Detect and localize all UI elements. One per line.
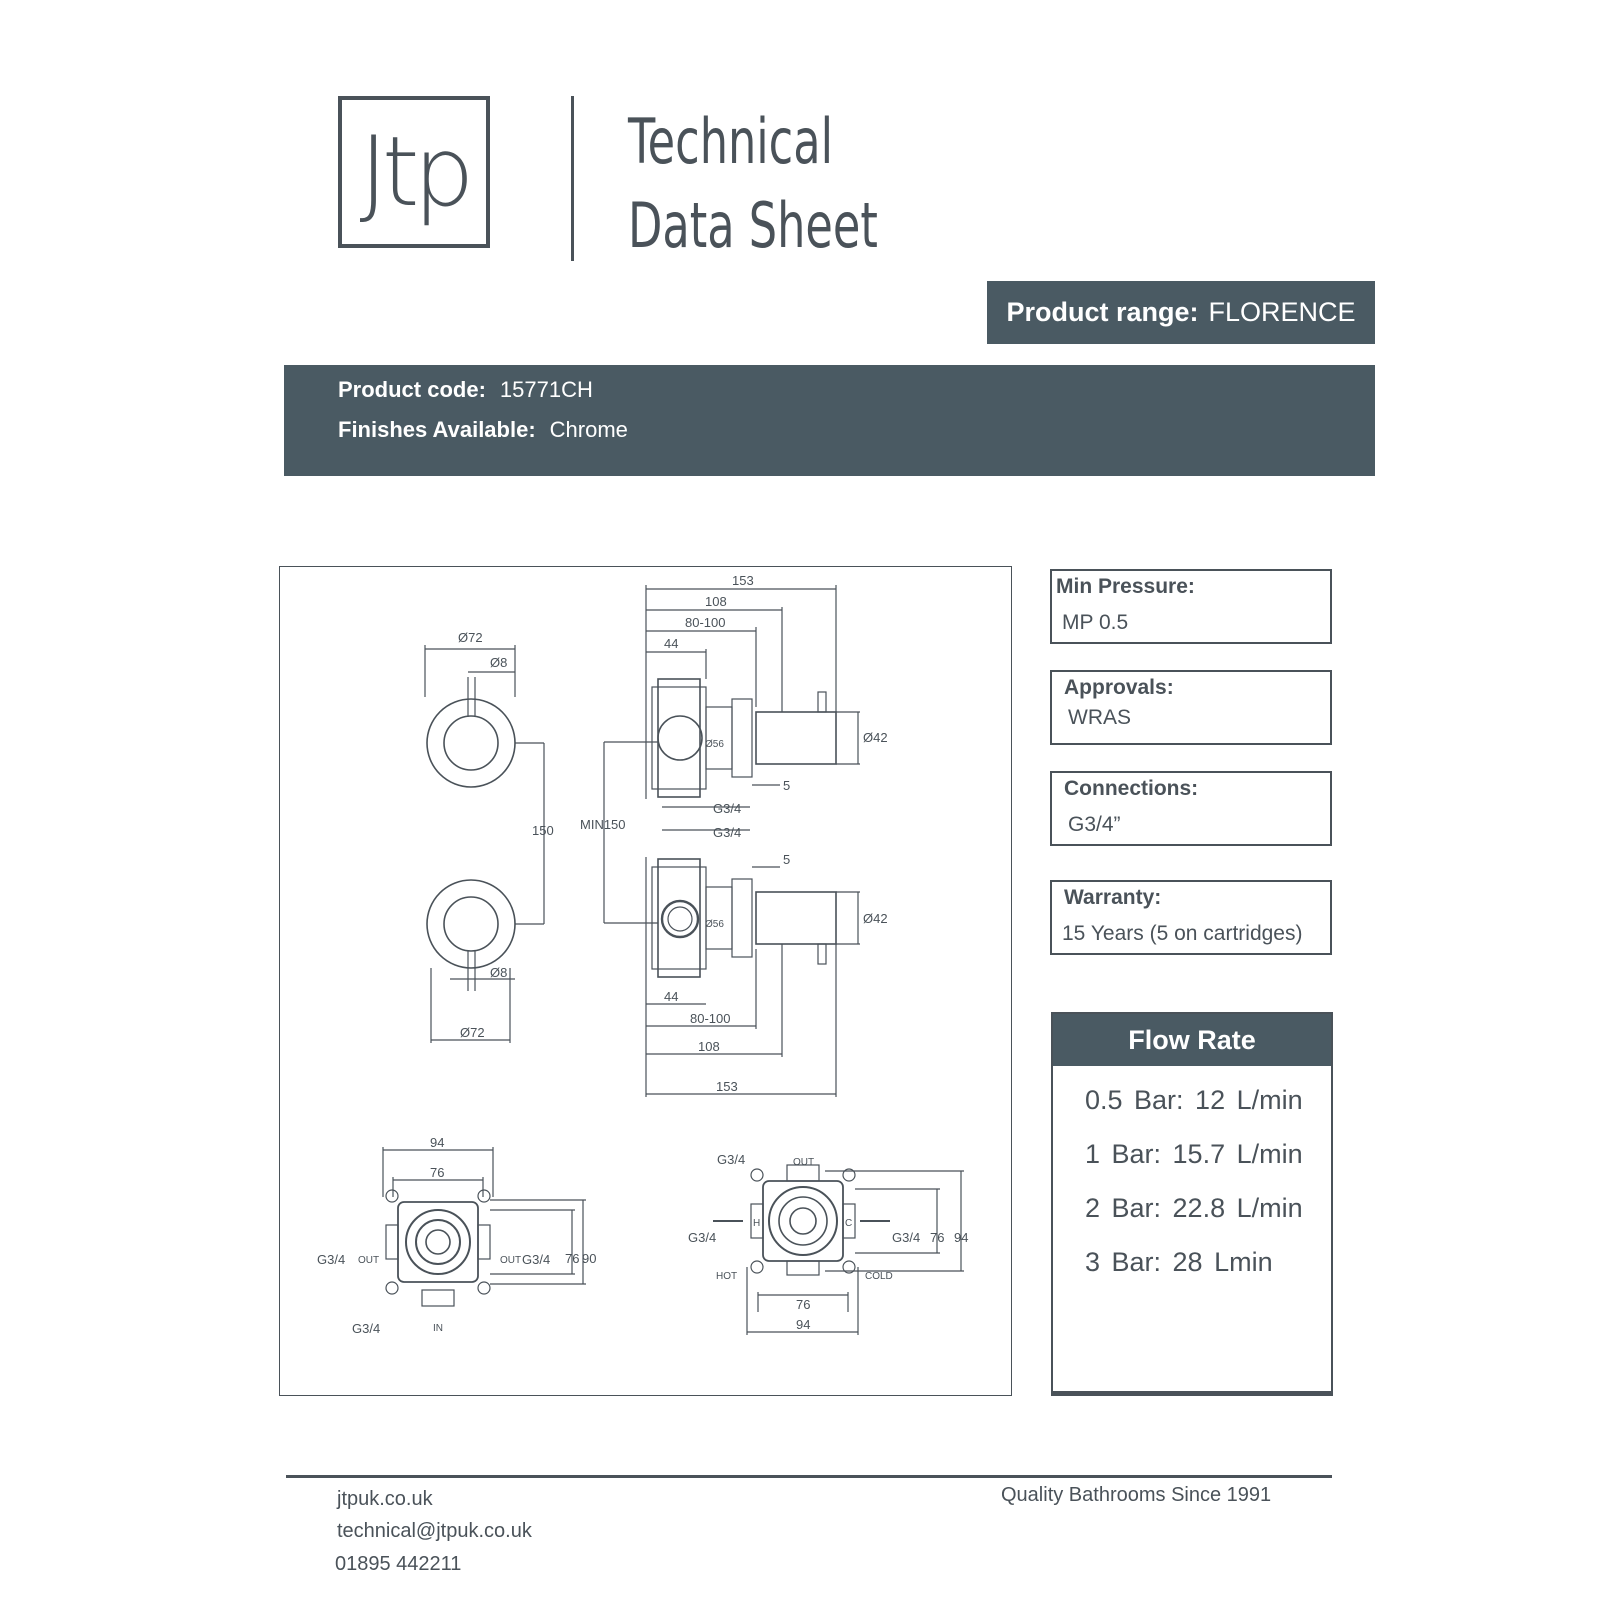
product-code-label: Product code: xyxy=(338,377,486,402)
dim-valve-left-width-inner: 76 xyxy=(430,1165,445,1180)
product-range-value: FLORENCE xyxy=(1208,297,1356,327)
valve-plate-top xyxy=(732,699,752,777)
valve-left-ear xyxy=(386,1190,398,1202)
valve-plate-bottom xyxy=(732,879,752,957)
dim-valve-right-hot: HOT xyxy=(716,1271,738,1282)
page-title xyxy=(628,100,878,268)
dim-front-dia-top: Ø72 xyxy=(458,630,483,645)
valve-right-port-bottom xyxy=(787,1261,819,1275)
dim-side-body-top: 108 xyxy=(705,594,727,609)
spec-value: G3/4” xyxy=(1068,813,1121,836)
valve-right-mid xyxy=(779,1197,827,1245)
front-view xyxy=(425,645,544,1043)
flow-rate-item: 2 Bar: 22.8 L/min xyxy=(1085,1193,1303,1223)
valve-bore-bottom-inner xyxy=(668,907,692,931)
dim-side-bore-top: Ø56 xyxy=(705,739,724,750)
dim-side-depth-bottom: 80-100 xyxy=(690,1011,731,1026)
dim-side-conn-top: G3/4 xyxy=(713,801,742,816)
dim-front-pin-top: Ø8 xyxy=(490,655,508,670)
valve-right-inner xyxy=(790,1208,816,1234)
dim-side-handle-bottom: Ø42 xyxy=(863,911,888,926)
valve-body-top xyxy=(658,679,700,797)
footer-phone[interactable]: 01895 442211 xyxy=(335,1553,462,1575)
dim-front-pin-bottom: Ø8 xyxy=(490,965,508,980)
dim-side-plate-top: 5 xyxy=(783,778,791,793)
finishes-row xyxy=(338,417,628,443)
dim-side-handle-top: Ø42 xyxy=(863,730,888,745)
dim-valve-left-out-right: OUT xyxy=(500,1255,522,1266)
valve-neck-bottom xyxy=(706,887,732,949)
technical-drawing xyxy=(279,566,1012,1396)
dim-valve-right-width-outer: 94 xyxy=(796,1317,811,1332)
valve-right-ear xyxy=(751,1261,763,1273)
dim-valve-right-conn-top: G3/4 xyxy=(717,1152,746,1167)
spec-label: Warranty: xyxy=(1064,886,1162,909)
rose-top-outer xyxy=(427,699,515,787)
valve-left-mid xyxy=(416,1220,460,1264)
valve-left-ear xyxy=(478,1190,490,1202)
dim-valve-right-height-outer: 94 xyxy=(954,1230,969,1245)
product-code-row xyxy=(338,377,593,403)
header-divider xyxy=(571,96,574,261)
flow-rate-panel xyxy=(1051,1012,1333,1396)
valve-body-bottom xyxy=(658,859,700,977)
valve-left-port-in xyxy=(422,1290,454,1306)
dim-valve-left-conn-bottom: G3/4 xyxy=(352,1321,381,1336)
dim-valve-left-width-outer: 94 xyxy=(430,1135,445,1150)
dim-valve-left-conn-left: G3/4 xyxy=(317,1252,346,1267)
dim-valve-right-hot-letter: H xyxy=(753,1218,761,1229)
dim-valve-right-width-inner: 76 xyxy=(796,1297,811,1312)
flow-rate-item: 1 Bar: 15.7 L/min xyxy=(1085,1139,1303,1169)
product-range-bar xyxy=(987,281,1375,344)
dim-side-overall-top: 153 xyxy=(732,573,754,588)
dim-side-box-top: 44 xyxy=(664,636,679,651)
footer-divider xyxy=(286,1475,1332,1478)
footer-website[interactable]: jtpuk.co.uk xyxy=(337,1488,433,1510)
side-view xyxy=(604,585,860,1097)
flow-rate-title: Flow Rate xyxy=(1053,1014,1331,1066)
valve-right-ear xyxy=(751,1169,763,1181)
valve-bracket-top xyxy=(652,687,706,789)
flow-rate-item: 0.5 Bar: 12 L/min xyxy=(1085,1085,1303,1115)
finishes-label: Finishes Available: xyxy=(338,417,536,442)
valve-left-inner xyxy=(426,1230,450,1254)
spec-warranty xyxy=(1050,880,1332,955)
dim-side-plate-bottom: 5 xyxy=(783,852,791,867)
footer-tagline: Quality Bathrooms Since 1991 xyxy=(1001,1484,1272,1506)
product-info-bar xyxy=(284,365,1375,476)
title-line-2: Data Sheet xyxy=(628,189,878,262)
valve-bore-top xyxy=(658,716,702,760)
dim-side-bore-bottom: Ø56 xyxy=(705,919,724,930)
dim-valve-right-out: OUT xyxy=(793,1157,815,1168)
dim-valve-left-height-inner: 76 xyxy=(565,1251,580,1266)
spec-connections xyxy=(1050,771,1332,846)
valve-plan-left xyxy=(383,1147,586,1306)
spec-min-pressure xyxy=(1050,569,1332,644)
spec-approvals xyxy=(1050,670,1332,745)
dim-valve-right-cold: COLD xyxy=(865,1271,893,1282)
drawing-svg xyxy=(280,567,1013,1397)
handle-bottom xyxy=(756,892,836,944)
dim-side-overall-bottom: 153 xyxy=(716,1079,738,1094)
dim-front-dia-bottom: Ø72 xyxy=(460,1025,485,1040)
valve-left-ear xyxy=(478,1282,490,1294)
spec-value: 15 Years (5 on cartridges) xyxy=(1062,922,1303,945)
valve-plan-right xyxy=(713,1165,964,1335)
product-range-label: Product range: xyxy=(1006,297,1199,327)
valve-left-body xyxy=(398,1202,478,1282)
rose-bottom-inner xyxy=(444,897,498,951)
valve-left-ear xyxy=(386,1282,398,1294)
handle-lever-bottom xyxy=(818,944,826,964)
rose-bottom-outer xyxy=(427,880,515,968)
finishes-value: Chrome xyxy=(549,417,628,442)
dim-side-conn-mid: G3/4 xyxy=(713,825,742,840)
valve-neck-top xyxy=(706,707,732,769)
dim-front-spacing: 150 xyxy=(532,823,554,838)
handle-top xyxy=(756,712,836,764)
valve-right-body xyxy=(763,1181,843,1261)
valve-left-port xyxy=(386,1225,398,1259)
spec-label: Min Pressure: xyxy=(1056,575,1195,598)
dim-side-body-bottom: 108 xyxy=(698,1039,720,1054)
footer-email[interactable]: technical@jtpuk.co.uk xyxy=(337,1520,532,1542)
dim-valve-left-height-outer: 90 xyxy=(582,1251,597,1266)
product-code-value: 15771CH xyxy=(499,377,593,402)
dim-valve-right-height-inner: 76 xyxy=(930,1230,945,1245)
flow-rate-item: 3 Bar: 28 Lmin xyxy=(1085,1247,1273,1277)
rose-top-inner xyxy=(444,716,498,770)
jtp-logo: Jtp xyxy=(359,116,469,228)
title-line-1: Technical xyxy=(628,105,833,178)
dim-valve-left-out-left: OUT xyxy=(358,1255,380,1266)
handle-lever-top xyxy=(818,692,826,712)
dim-valve-right-conn-left: G3/4 xyxy=(688,1230,717,1245)
dim-valve-right-cold-letter: C xyxy=(845,1218,853,1229)
spec-label: Connections: xyxy=(1064,777,1199,800)
spec-value: MP 0.5 xyxy=(1062,611,1129,634)
dim-valve-left-conn-right: G3/4 xyxy=(522,1252,551,1267)
spec-value: WRAS xyxy=(1068,706,1131,729)
dim-side-min-spacing: MIN150 xyxy=(580,817,626,832)
dim-valve-right-conn-right: G3/4 xyxy=(892,1230,921,1245)
valve-left-port xyxy=(478,1225,490,1259)
dim-valve-left-in: IN xyxy=(433,1323,443,1334)
spec-label: Approvals: xyxy=(1064,676,1174,699)
dim-side-box-bottom: 44 xyxy=(664,989,679,1004)
dim-side-depth-top: 80-100 xyxy=(685,615,726,630)
